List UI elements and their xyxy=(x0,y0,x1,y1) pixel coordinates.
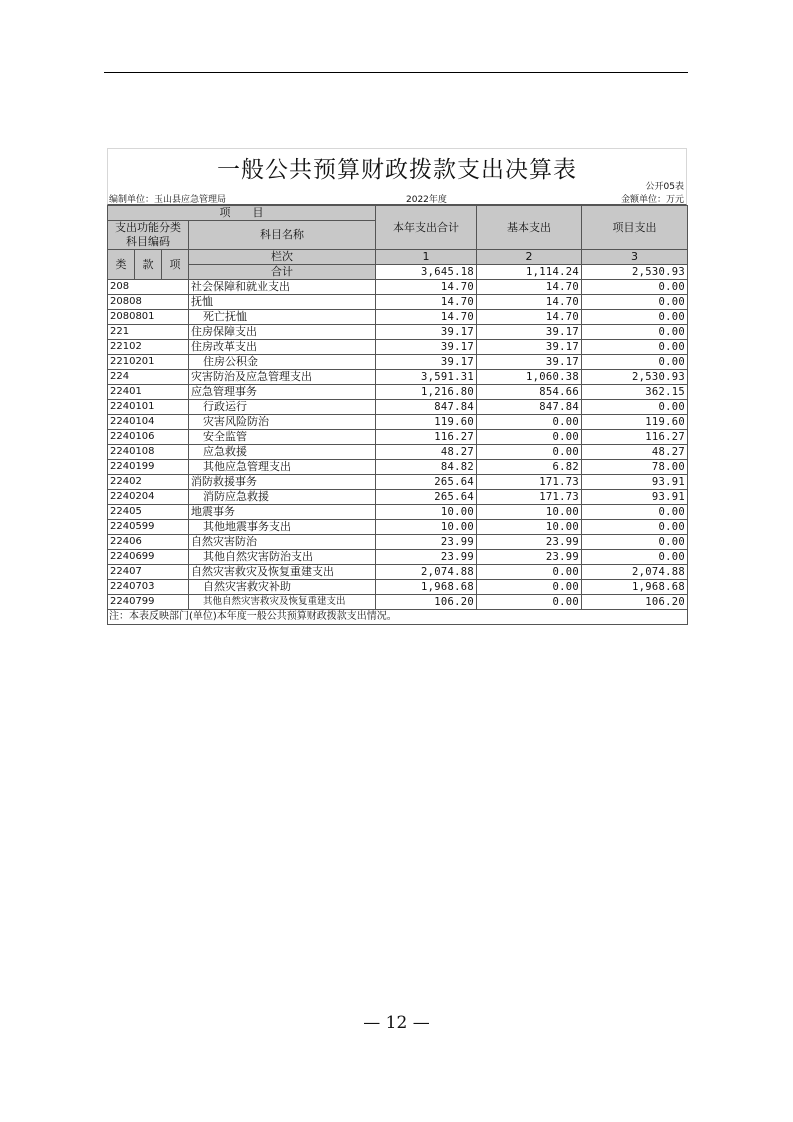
note-row xyxy=(108,610,688,625)
header-row-lanci xyxy=(108,250,688,265)
row-code: 2240106 xyxy=(108,430,189,445)
form-code-row xyxy=(107,179,687,191)
row-code: 2240108 xyxy=(108,445,189,460)
row-total: 119.60 xyxy=(376,415,477,430)
row-subject-name: 地震事务 xyxy=(189,505,376,520)
row-total: 10.00 xyxy=(376,505,477,520)
row-total: 48.27 xyxy=(376,445,477,460)
row-total: 2,074.88 xyxy=(376,565,477,580)
row-basic: 0.00 xyxy=(477,430,582,445)
table-row xyxy=(108,550,688,565)
table-row xyxy=(108,595,688,610)
table-row xyxy=(108,325,688,340)
row-code: 208 xyxy=(108,280,189,295)
totals-basic: 1,114.24 xyxy=(477,265,582,280)
header-xiang: 项 xyxy=(162,250,189,280)
row-basic: 854.66 xyxy=(477,385,582,400)
row-basic: 0.00 xyxy=(477,415,582,430)
row-code: 2210201 xyxy=(108,355,189,370)
row-basic: 0.00 xyxy=(477,445,582,460)
row-code: 2240799 xyxy=(108,595,189,610)
row-subject-name: 其他应急管理支出 xyxy=(189,460,376,475)
row-total: 10.00 xyxy=(376,520,477,535)
row-project: 0.00 xyxy=(582,325,688,340)
table-row xyxy=(108,535,688,550)
row-project: 0.00 xyxy=(582,535,688,550)
table-note: 注：本表反映部门(单位)本年度一般公共预算财政拨款支出情况。 xyxy=(108,610,688,625)
table-row xyxy=(108,340,688,355)
row-basic: 39.17 xyxy=(477,355,582,370)
row-code: 22401 xyxy=(108,385,189,400)
header-total: 本年支出合计 xyxy=(376,206,477,250)
row-total: 14.70 xyxy=(376,295,477,310)
row-total: 3,591.31 xyxy=(376,370,477,385)
row-project: 119.60 xyxy=(582,415,688,430)
budget-sheet xyxy=(107,148,687,625)
table-row xyxy=(108,310,688,325)
totals-total: 3,645.18 xyxy=(376,265,477,280)
table-row xyxy=(108,295,688,310)
table-row xyxy=(108,385,688,400)
row-subject-name: 安全监管 xyxy=(189,430,376,445)
row-subject-name: 其他自然灾害防治支出 xyxy=(189,550,376,565)
row-project: 0.00 xyxy=(582,280,688,295)
table-row xyxy=(108,355,688,370)
row-project: 2,074.88 xyxy=(582,565,688,580)
row-code: 2240101 xyxy=(108,400,189,415)
row-subject-name: 其他自然灾害救灾及恢复重建支出 xyxy=(189,595,376,610)
row-code: 221 xyxy=(108,325,189,340)
row-total: 14.70 xyxy=(376,280,477,295)
amount-unit: 金额单位：万元 xyxy=(620,195,684,205)
page-title: 一般公共预算财政拨款支出决算表 xyxy=(217,157,577,183)
table-row xyxy=(108,505,688,520)
row-code: 22405 xyxy=(108,505,189,520)
row-total: 847.84 xyxy=(376,400,477,415)
row-basic: 847.84 xyxy=(477,400,582,415)
row-total: 84.82 xyxy=(376,460,477,475)
row-code: 2240204 xyxy=(108,490,189,505)
row-code: 20808 xyxy=(108,295,189,310)
table-row xyxy=(108,415,688,430)
row-basic: 171.73 xyxy=(477,475,582,490)
row-code: 224 xyxy=(108,370,189,385)
row-code: 2240703 xyxy=(108,580,189,595)
row-total: 1,968.68 xyxy=(376,580,477,595)
header-project: 项目支出 xyxy=(582,206,688,250)
row-total: 39.17 xyxy=(376,355,477,370)
row-subject-name: 死亡抚恤 xyxy=(189,310,376,325)
row-subject-name: 灾害风险防治 xyxy=(189,415,376,430)
row-project: 0.00 xyxy=(582,505,688,520)
row-subject-name: 抚恤 xyxy=(189,295,376,310)
totals-label: 合计 xyxy=(189,265,376,280)
row-subject-name: 自然灾害救灾补助 xyxy=(189,580,376,595)
table-row xyxy=(108,565,688,580)
row-project: 362.15 xyxy=(582,385,688,400)
row-total: 106.20 xyxy=(376,595,477,610)
row-total: 39.17 xyxy=(376,340,477,355)
row-basic: 39.17 xyxy=(477,340,582,355)
row-code: 2240599 xyxy=(108,520,189,535)
row-code: 2240199 xyxy=(108,460,189,475)
data-rows xyxy=(108,280,688,610)
row-basic: 10.00 xyxy=(477,520,582,535)
table-row xyxy=(108,370,688,385)
row-project: 0.00 xyxy=(582,355,688,370)
table-row xyxy=(108,400,688,415)
row-basic: 6.82 xyxy=(477,460,582,475)
row-basic: 14.70 xyxy=(477,295,582,310)
row-total: 265.64 xyxy=(376,490,477,505)
row-project: 93.91 xyxy=(582,490,688,505)
row-project: 116.27 xyxy=(582,430,688,445)
header-kuan: 款 xyxy=(135,250,162,280)
row-project: 0.00 xyxy=(582,295,688,310)
header-row-item xyxy=(108,206,688,221)
row-subject-name: 灾害防治及应急管理支出 xyxy=(189,370,376,385)
row-basic: 39.17 xyxy=(477,325,582,340)
row-project: 2,530.93 xyxy=(582,370,688,385)
table-row xyxy=(108,520,688,535)
row-total: 39.17 xyxy=(376,325,477,340)
row-basic: 0.00 xyxy=(477,565,582,580)
row-code: 22406 xyxy=(108,535,189,550)
row-basic: 14.70 xyxy=(477,310,582,325)
row-total: 14.70 xyxy=(376,310,477,325)
row-project: 78.00 xyxy=(582,460,688,475)
row-project: 0.00 xyxy=(582,310,688,325)
row-code: 22102 xyxy=(108,340,189,355)
row-basic: 1,060.38 xyxy=(477,370,582,385)
row-project: 0.00 xyxy=(582,340,688,355)
header-lanci: 栏次 xyxy=(189,250,376,265)
row-total: 265.64 xyxy=(376,475,477,490)
header-basic: 基本支出 xyxy=(477,206,582,250)
row-project: 1,968.68 xyxy=(582,580,688,595)
header-col2: 2 xyxy=(477,250,582,265)
table-row xyxy=(108,445,688,460)
row-subject-name: 消防应急救援 xyxy=(189,490,376,505)
row-subject-name: 消防救援事务 xyxy=(189,475,376,490)
row-basic: 10.00 xyxy=(477,505,582,520)
row-project: 48.27 xyxy=(582,445,688,460)
row-subject-name: 自然灾害救灾及恢复重建支出 xyxy=(189,565,376,580)
title-row xyxy=(107,148,687,183)
row-subject-name: 行政运行 xyxy=(189,400,376,415)
row-code: 2080801 xyxy=(108,310,189,325)
totals-project: 2,530.93 xyxy=(582,265,688,280)
header-func-code: 支出功能分类 科目编码 xyxy=(108,221,189,250)
row-subject-name: 其他地震事务支出 xyxy=(189,520,376,535)
row-project: 0.00 xyxy=(582,520,688,535)
header-lei: 类 xyxy=(108,250,135,280)
table-row xyxy=(108,490,688,505)
row-subject-name: 社会保障和就业支出 xyxy=(189,280,376,295)
expenditure-table xyxy=(107,205,688,625)
row-project: 0.00 xyxy=(582,550,688,565)
row-basic: 0.00 xyxy=(477,595,582,610)
row-code: 2240104 xyxy=(108,415,189,430)
row-basic: 171.73 xyxy=(477,490,582,505)
header-item: 项 目 xyxy=(108,206,376,221)
header-col1: 1 xyxy=(376,250,477,265)
header-col3: 3 xyxy=(582,250,688,265)
table-row xyxy=(108,580,688,595)
table-row xyxy=(108,475,688,490)
row-basic: 23.99 xyxy=(477,535,582,550)
row-project: 93.91 xyxy=(582,475,688,490)
row-subject-name: 应急管理事务 xyxy=(189,385,376,400)
row-subject-name: 住房保障支出 xyxy=(189,325,376,340)
row-total: 116.27 xyxy=(376,430,477,445)
row-code: 22407 xyxy=(108,565,189,580)
table-row xyxy=(108,460,688,475)
page-number: — 12 — xyxy=(363,1013,430,1033)
row-subject-name: 应急救援 xyxy=(189,445,376,460)
row-total: 23.99 xyxy=(376,550,477,565)
row-total: 23.99 xyxy=(376,535,477,550)
compiling-unit: 编制单位：玉山县应急管理局 xyxy=(109,195,227,205)
meta-row xyxy=(107,191,687,205)
row-code: 22402 xyxy=(108,475,189,490)
form-code: 公开05表 xyxy=(645,182,684,192)
row-basic: 23.99 xyxy=(477,550,582,565)
table-row xyxy=(108,280,688,295)
table-row xyxy=(108,430,688,445)
row-subject-name: 住房公积金 xyxy=(189,355,376,370)
row-subject-name: 住房改革支出 xyxy=(189,340,376,355)
top-rule xyxy=(104,72,688,73)
row-project: 0.00 xyxy=(582,400,688,415)
row-project: 106.20 xyxy=(582,595,688,610)
row-basic: 14.70 xyxy=(477,280,582,295)
fiscal-year: 2022年度 xyxy=(406,195,447,205)
totals-row xyxy=(108,265,688,280)
row-total: 1,216.80 xyxy=(376,385,477,400)
row-subject-name: 自然灾害防治 xyxy=(189,535,376,550)
row-code: 2240699 xyxy=(108,550,189,565)
header-subject-name: 科目名称 xyxy=(189,221,376,250)
row-basic: 0.00 xyxy=(477,580,582,595)
